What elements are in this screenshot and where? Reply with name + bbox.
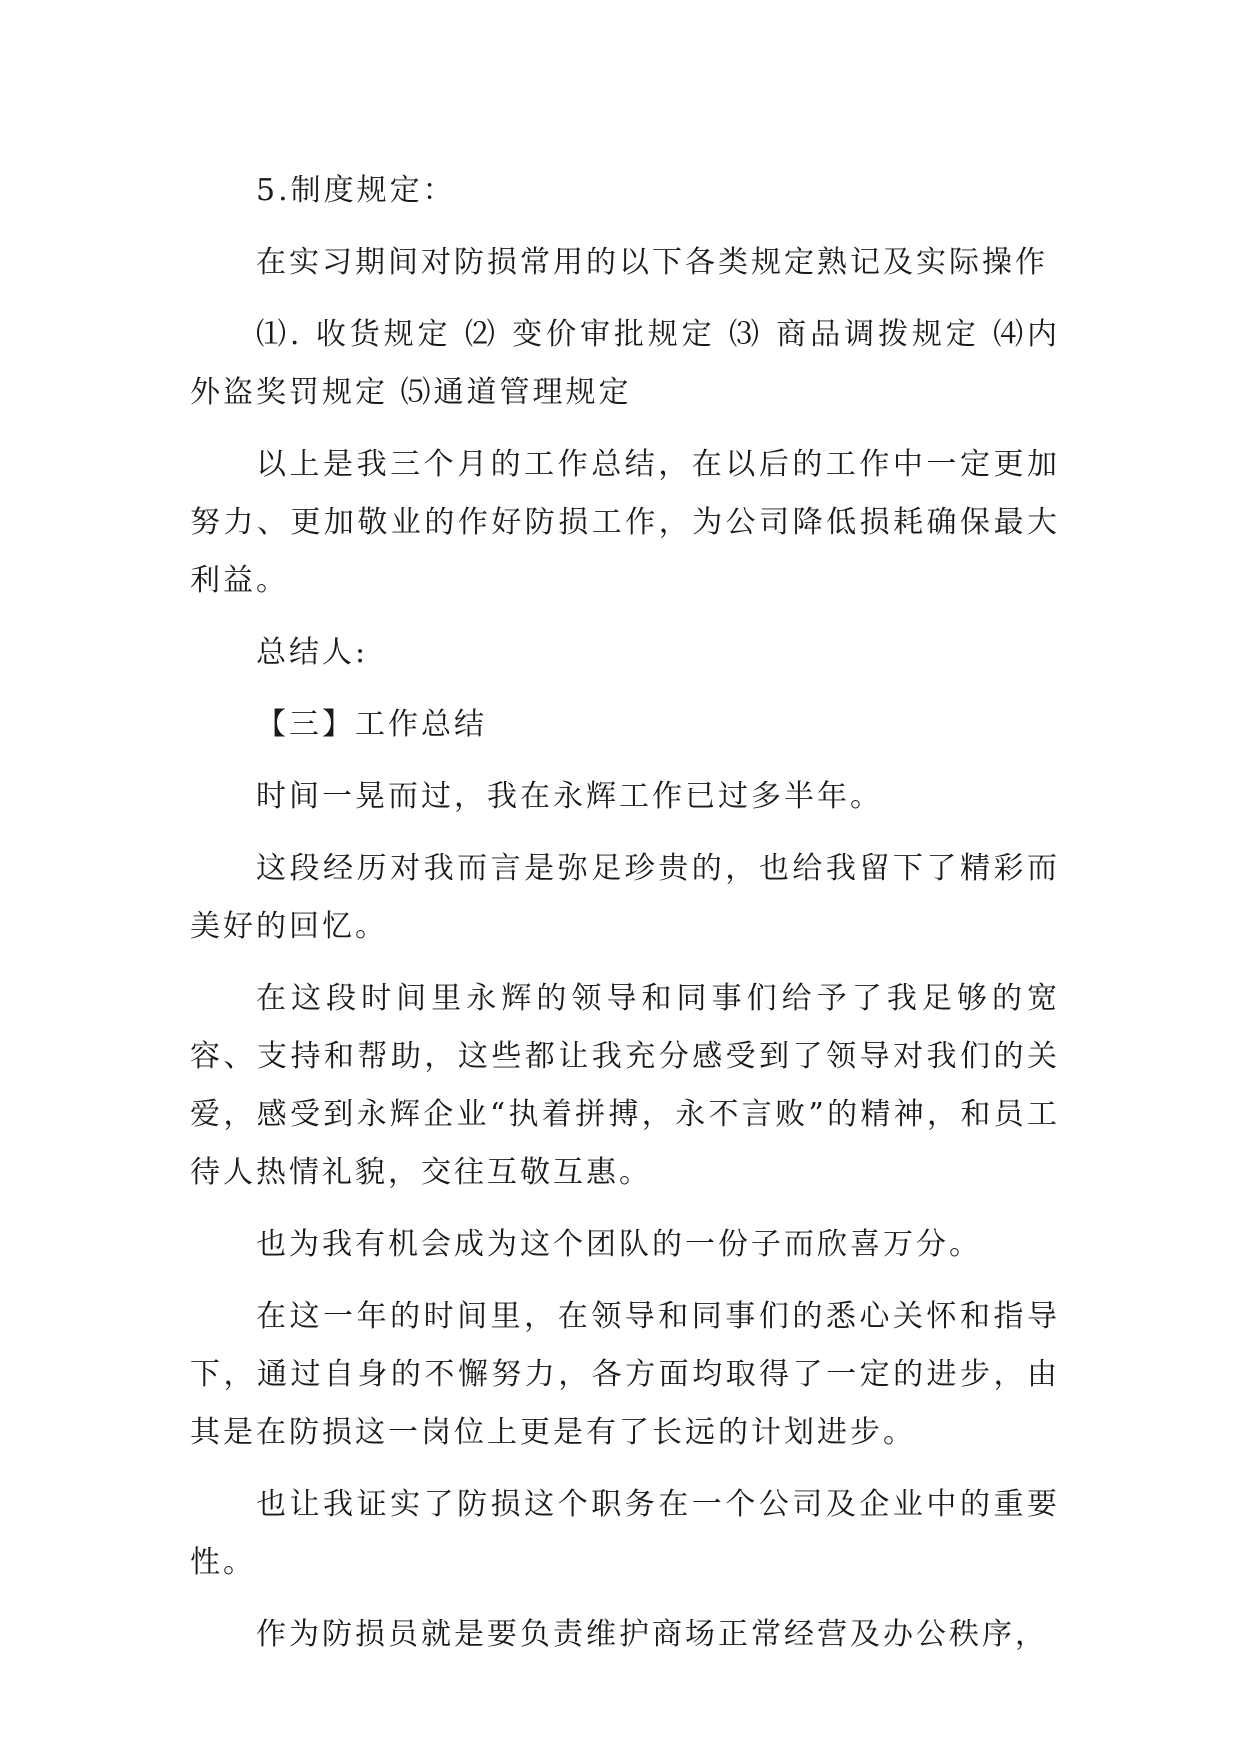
document-body [190, 162, 1060, 1664]
paragraph-duties: 作为防损员就是要负责维护商场正常经营及办公秩序， [256, 1617, 1048, 1652]
paragraph-progress: 在这一年的时间里，在领导和同事们的悉心关怀和指导下，通过自身的不懈努力，各方面均取得了一定的进步，由其是在防损这一岗位上更是有了长远的计划进步。 [190, 1299, 1060, 1450]
paragraph-summary-conclusion: 以上是我三个月的工作总结，在以后的工作中一定更加努力、更加敬业的作好防损工作，为公司降低损耗确保最大利益。 [190, 447, 1060, 598]
paragraph-rules-list: ⑴. 收货规定 ⑵ 变价审批规定 ⑶ 商品调拨规定 ⑷内外盗奖罚规定 ⑸通道管理规定 [190, 317, 1060, 410]
paragraph-time-passed: 时间一晃而过，我在永辉工作已过多半年。 [256, 779, 883, 814]
paragraph-rules-heading: 5.制度规定： [256, 173, 456, 208]
section-heading: 【三】工作总结 [256, 707, 487, 742]
paragraph-team-joy: 也为我有机会成为这个团队的一份子而欣喜万分。 [256, 1227, 982, 1262]
paragraph-importance: 也让我证实了防损这个职务在一个公司及企业中的重要性。 [190, 1487, 1060, 1580]
paragraph-signature: 总结人: [256, 635, 369, 670]
paragraph-internship-rules: 在实习期间对防损常用的以下各类规定熟记及实际操作 [256, 245, 1048, 280]
paragraph-experience: 这段经历对我而言是弥足珍贵的，也给我留下了精彩而美好的回忆。 [190, 851, 1060, 944]
paragraph-colleagues-support: 在这段时间里永辉的领导和同事们给予了我足够的宽容、支持和帮助，这些都让我充分感受到了领导对我们的关爱，感受到永辉企业“执着拼搏，永不言败”的精神，和员工待人热情礼貌，交往互敬互惠。 [190, 981, 1060, 1190]
